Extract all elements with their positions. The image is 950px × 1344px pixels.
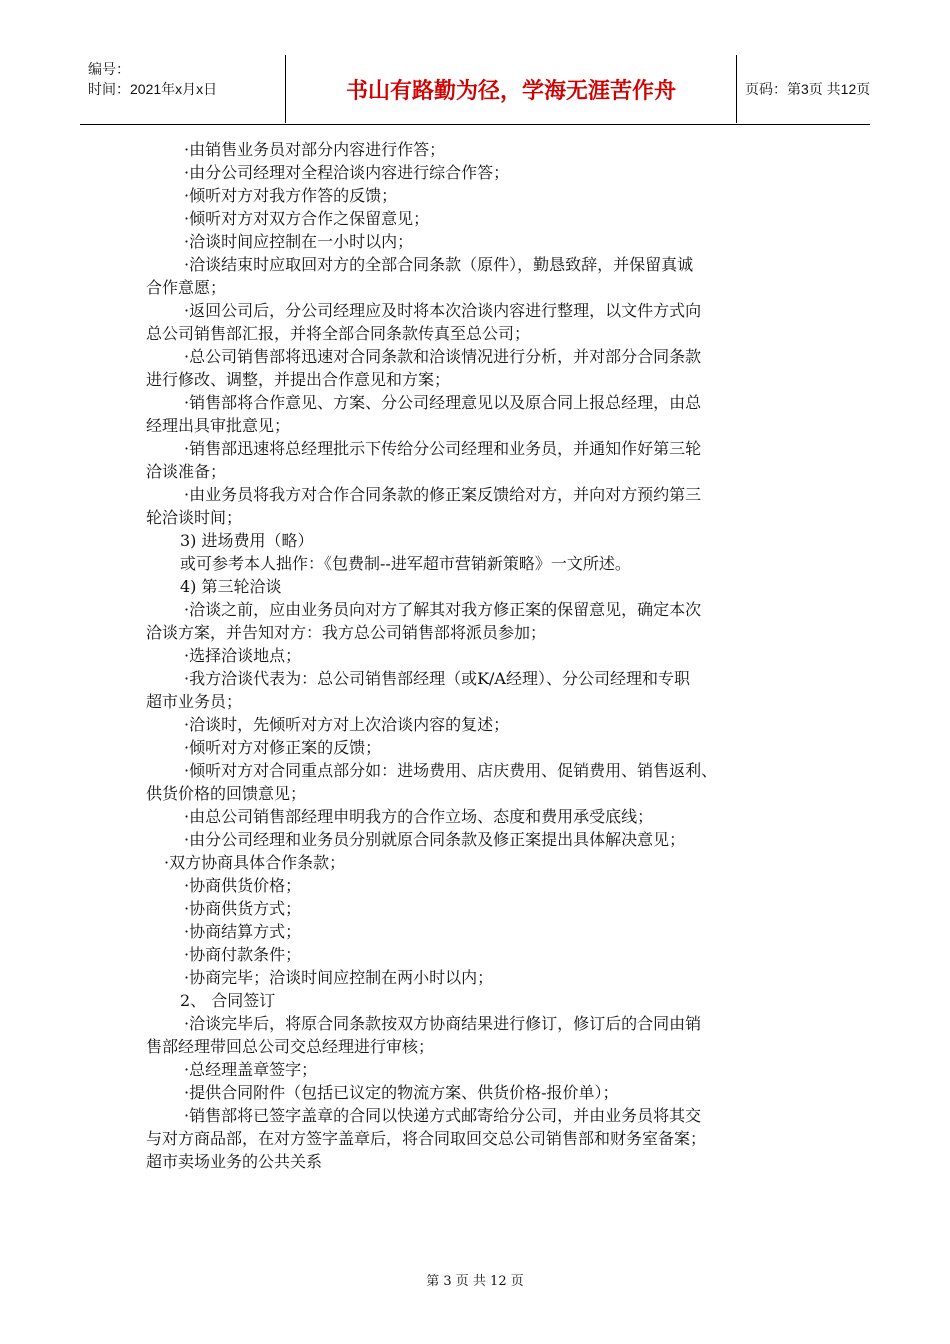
document-number-label: 编号：: [88, 61, 130, 77]
body-line: ·总经理盖章签字；: [184, 1060, 318, 1079]
body-line: ·由分公司经理和业务员分别就原合同条款及修正案提出具体解决意见；: [184, 830, 686, 849]
body-line: ·由业务员将我方对合作合同条款的修正案反馈给对方，并向对方预约第三: [184, 485, 702, 504]
body-line: 洽谈准备；: [146, 462, 227, 481]
body-line: 洽谈方案，并告知对方：我方总公司销售部将派员参加；: [146, 623, 547, 642]
body-line: 轮洽谈时间；: [146, 508, 243, 527]
body-line: ·洽谈时间应控制在一小时以内；: [184, 232, 414, 251]
body-line: ·洽谈之前，应由业务员向对方了解其对我方修正案的保留意见，确定本次: [184, 600, 702, 619]
body-line: ·协商供货方式；: [184, 899, 302, 918]
body-line: ·双方协商具体合作条款；: [164, 853, 346, 872]
body-line: ·洽谈时，先倾听对方对上次洽谈内容的复述；: [184, 715, 510, 734]
body-line: ·销售部迅速将总经理批示下传给分公司经理和业务员，并通知作好第三轮: [184, 439, 702, 458]
body-line: ·总公司销售部将迅速对合同条款和洽谈情况进行分析，并对部分合同条款: [184, 347, 702, 366]
body-line: 与对方商品部，在对方签字盖章后，将合同取回交总公司销售部和财务室备案；: [146, 1129, 707, 1148]
body-line: 或可参考本人拙作：《包费制--进军超市营销新策略》一文所述。: [180, 554, 631, 573]
body-line: ·销售部将合作意见、方案、分公司经理意见以及原合同上报总经理，由总: [184, 393, 702, 412]
body-line: 超市卖场业务的公共关系: [146, 1152, 323, 1171]
body-line: ·洽谈结束时应取回对方的全部合同条款（原件），勤恳致辞，并保留真诚: [184, 255, 694, 274]
body-line: 售部经理带回总公司交总经理进行审核；: [146, 1037, 435, 1056]
body-line: ·由总公司销售部经理申明我方的合作立场、态度和费用承受底线；: [184, 807, 654, 826]
body-line: ·返回公司后，分公司经理应及时将本次洽谈内容进行整理，以文件方式向: [184, 301, 702, 320]
body-line: ·由销售业务员对部分内容进行作答；: [184, 140, 446, 159]
body-line: ·协商供货价格；: [184, 876, 302, 895]
body-line: 经理出具审批意见；: [146, 416, 291, 435]
body-line: ·倾听对方对合同重点部分如：进场费用、店庆费用、促销费用、销售返利、: [184, 761, 718, 780]
body-line: ·倾听对方对双方合作之保留意见；: [184, 209, 430, 228]
document-time: 时间：2021年x月x日: [88, 81, 218, 97]
body-line: ·提供合同附件（包括已议定的物流方案、供货价格-报价单）；: [184, 1083, 619, 1102]
body-line: ·我方洽谈代表为：总公司销售部经理（或K/A经理）、分公司经理和专职: [184, 669, 690, 688]
body-line: ·协商结算方式；: [184, 922, 302, 941]
body-line: ·倾听对方对修正案的反馈；: [184, 738, 382, 757]
body-line: ·协商付款条件；: [184, 945, 302, 964]
body-line: 超市业务员；: [146, 692, 243, 711]
body-line: 4) 第三轮洽谈: [180, 577, 282, 596]
body-line: 供货价格的回馈意见；: [146, 784, 307, 803]
page-footer: 第 3 页 共 12 页: [426, 1274, 524, 1289]
document-body: [146, 138, 816, 1173]
body-line: ·倾听对方对我方作答的反馈；: [184, 186, 398, 205]
body-line: 合作意愿；: [146, 278, 227, 297]
header-left-info: [88, 59, 282, 123]
body-line: 总公司销售部汇报，并将全部合同条款传真至总公司；: [146, 324, 531, 343]
header-motto: 书山有路勤为径，学海无涯苦作舟: [285, 55, 737, 123]
body-line: ·洽谈完毕后，将原合同条款按双方协商结果进行修订，修订后的合同由销: [184, 1014, 702, 1033]
body-line: 进行修改、调整，并提出合作意见和方案；: [146, 370, 451, 389]
page-header: [80, 55, 870, 125]
body-line: ·协商完毕；洽谈时间应控制在两小时以内；: [184, 968, 494, 987]
body-line: ·由分公司经理对全程洽谈内容进行综合作答；: [184, 163, 510, 182]
body-line: 2、 合同签订: [180, 991, 276, 1010]
header-page-info: 页码：第3页 共12页: [745, 81, 871, 97]
body-line: ·选择洽谈地点；: [184, 646, 302, 665]
body-line: 3) 进场费用（略）: [180, 531, 314, 550]
body-line: ·销售部将已签字盖章的合同以快递方式邮寄给分公司，并由业务员将其交: [184, 1106, 702, 1125]
